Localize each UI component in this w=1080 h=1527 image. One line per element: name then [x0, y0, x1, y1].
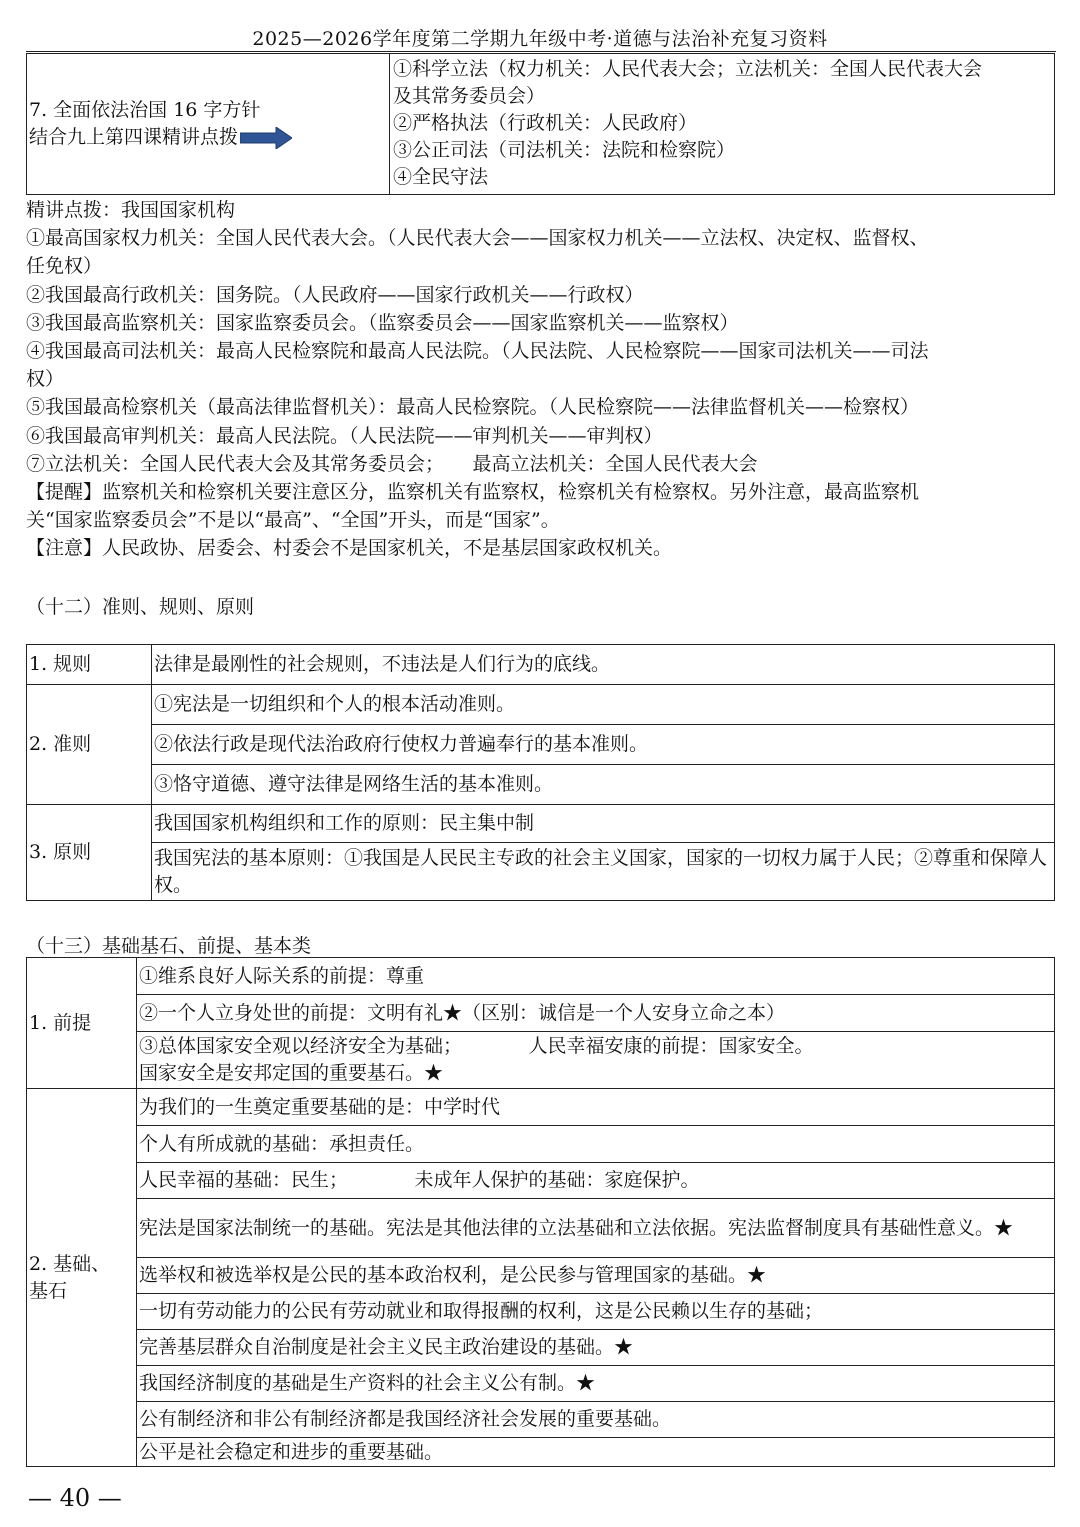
- note-line: ①最高国家权力机关：全国人民代表大会。（人民代表大会——国家权力机关——立法权、决定权、监督权、: [26, 227, 929, 250]
- foundation-item: ①维系良好人际关系的前提：尊重: [137, 958, 1055, 995]
- fangzhen-title: 7. 全面依法治国 16 字方针: [29, 99, 261, 121]
- page-header: 2025—2026学年度第二学期九年级中考·道德与法治补充复习资料: [252, 28, 828, 50]
- note-line: ⑥我国最高审判机关：最高人民法院。（人民法院——审判机关——审判权）: [26, 424, 663, 447]
- fangzhen-table: [26, 53, 1055, 195]
- note-line: ⑦立法机关：全国人民代表大会及其常务委员会； 最高立法机关：全国人民代表大会: [26, 452, 758, 475]
- rules-item: ③恪守道德、遵守法律是网络生活的基本准则。: [152, 765, 1055, 805]
- note-line: 关“国家监察委员会”不是以“最高”、“全国”开头，而是“国家”。: [26, 509, 560, 532]
- foundation-item: 个人有所成就的基础：承担责任。: [137, 1126, 1055, 1163]
- right-arrow-icon: [240, 127, 292, 149]
- note-line: ②我国最高行政机关：国务院。（人民政府——国家行政机关——行政权）: [26, 283, 644, 306]
- page-number: — 40 —: [28, 1484, 122, 1512]
- note-line: 【注意】人民政协、居委会、村委会不是国家机关，不是基层国家政权机关。: [26, 537, 673, 560]
- rules-item: ②依法行政是现代法治政府行使权力普遍奉行的基本准则。: [152, 725, 1055, 765]
- rules-item: 我国宪法的基本原则：①我国是人民民主专政的社会主义国家，国家的一切权力属于人民；②尊重和保障人权。: [152, 843, 1055, 901]
- fangzhen-line: ③公正司法（司法机关：法院和检察院）: [393, 139, 736, 161]
- fangzhen-line: ②严格执法（行政机关：人民政府）: [393, 112, 698, 134]
- state-organs-notes: [26, 196, 1066, 563]
- note-line: ③我国最高监察机关：国家监察委员会。（监察委员会——国家监察机关——监察权）: [26, 311, 739, 334]
- note-line: 任免权）: [26, 255, 103, 278]
- fangzhen-label-cell: [27, 54, 390, 195]
- foundation-table: [26, 957, 1055, 1467]
- note-line: 【提醒】监察机关和检察机关要注意区分，监察机关有监察权，检察机关有检察权。另外注意，最高监察机: [26, 481, 920, 504]
- section-13-title: （十三）基础基石、前提、基本类: [26, 935, 312, 957]
- rules-item: 法律是最刚性的社会规则，不违法是人们行为的底线。: [152, 645, 1055, 685]
- foundation-item: ③总体国家安全观以经济安全为基础； 人民幸福安康的前提：国家安全。 国家安全是安邦定国的重要基石。★: [137, 1032, 1055, 1089]
- rules-category: 1. 规则: [27, 645, 152, 685]
- header-rule: [26, 51, 1056, 52]
- note-line: 权）: [26, 368, 65, 391]
- note-line: 精讲点拨：我国国家机构: [26, 199, 236, 221]
- foundation-category: 2. 基础、 基石: [27, 1089, 137, 1467]
- section-12-title: （十二）准则、规则、原则: [26, 596, 255, 618]
- foundation-item: 选举权和被选举权是公民的基本政治权利，是公民参与管理国家的基础。★: [137, 1258, 1055, 1294]
- fangzhen-reference: 结合九上第四课精讲点拨: [29, 124, 389, 151]
- rules-item: ①宪法是一切组织和个人的根本活动准则。: [152, 685, 1055, 725]
- foundation-item: ②一个人立身处世的前提：文明有礼★（区别：诚信是一个人安身立命之本）: [137, 995, 1055, 1032]
- foundation-item: 为我们的一生奠定重要基础的是：中学时代: [137, 1089, 1055, 1126]
- fangzhen-content-cell: [390, 54, 1055, 195]
- note-line: ⑤我国最高检察机关（最高法律监督机关）：最高人民检察院。（人民检察院——法律监督机关——检察权）: [26, 396, 920, 419]
- fangzhen-line: 及其常务委员会）: [393, 85, 546, 107]
- foundation-item: 人民幸福的基础：民生； 未成年人保护的基础：家庭保护。: [137, 1163, 1055, 1199]
- foundation-item: 宪法是国家法制统一的基础。宪法是其他法律的立法基础和立法依据。宪法监督制度具有基础性意义。★: [137, 1199, 1055, 1258]
- foundation-item: 完善基层群众自治制度是社会主义民主政治建设的基础。★: [137, 1330, 1055, 1366]
- foundation-item: 一切有劳动能力的公民有劳动就业和取得报酬的权利，这是公民赖以生存的基础；: [137, 1294, 1055, 1330]
- foundation-item: 我国经济制度的基础是生产资料的社会主义公有制。★: [137, 1366, 1055, 1402]
- foundation-item: 公有制经济和非公有制经济都是我国经济社会发展的重要基础。: [137, 1402, 1055, 1438]
- fangzhen-line: ①科学立法（权力机关：人民代表大会；立法机关：全国人民代表大会: [393, 58, 983, 80]
- foundation-category: 1. 前提: [27, 958, 137, 1089]
- rules-category: 2. 准则: [27, 685, 152, 805]
- note-line: ④我国最高司法机关：最高人民检察院和最高人民法院。（人民法院、人民检察院——国家司法机关——司法: [26, 340, 929, 363]
- rules-table: [26, 644, 1055, 901]
- rules-category: 3. 原则: [27, 805, 152, 901]
- rules-item: 我国国家机构组织和工作的原则：民主集中制: [152, 805, 1055, 843]
- foundation-item: 公平是社会稳定和进步的重要基础。: [137, 1438, 1055, 1467]
- fangzhen-line: ④全民守法: [393, 166, 489, 188]
